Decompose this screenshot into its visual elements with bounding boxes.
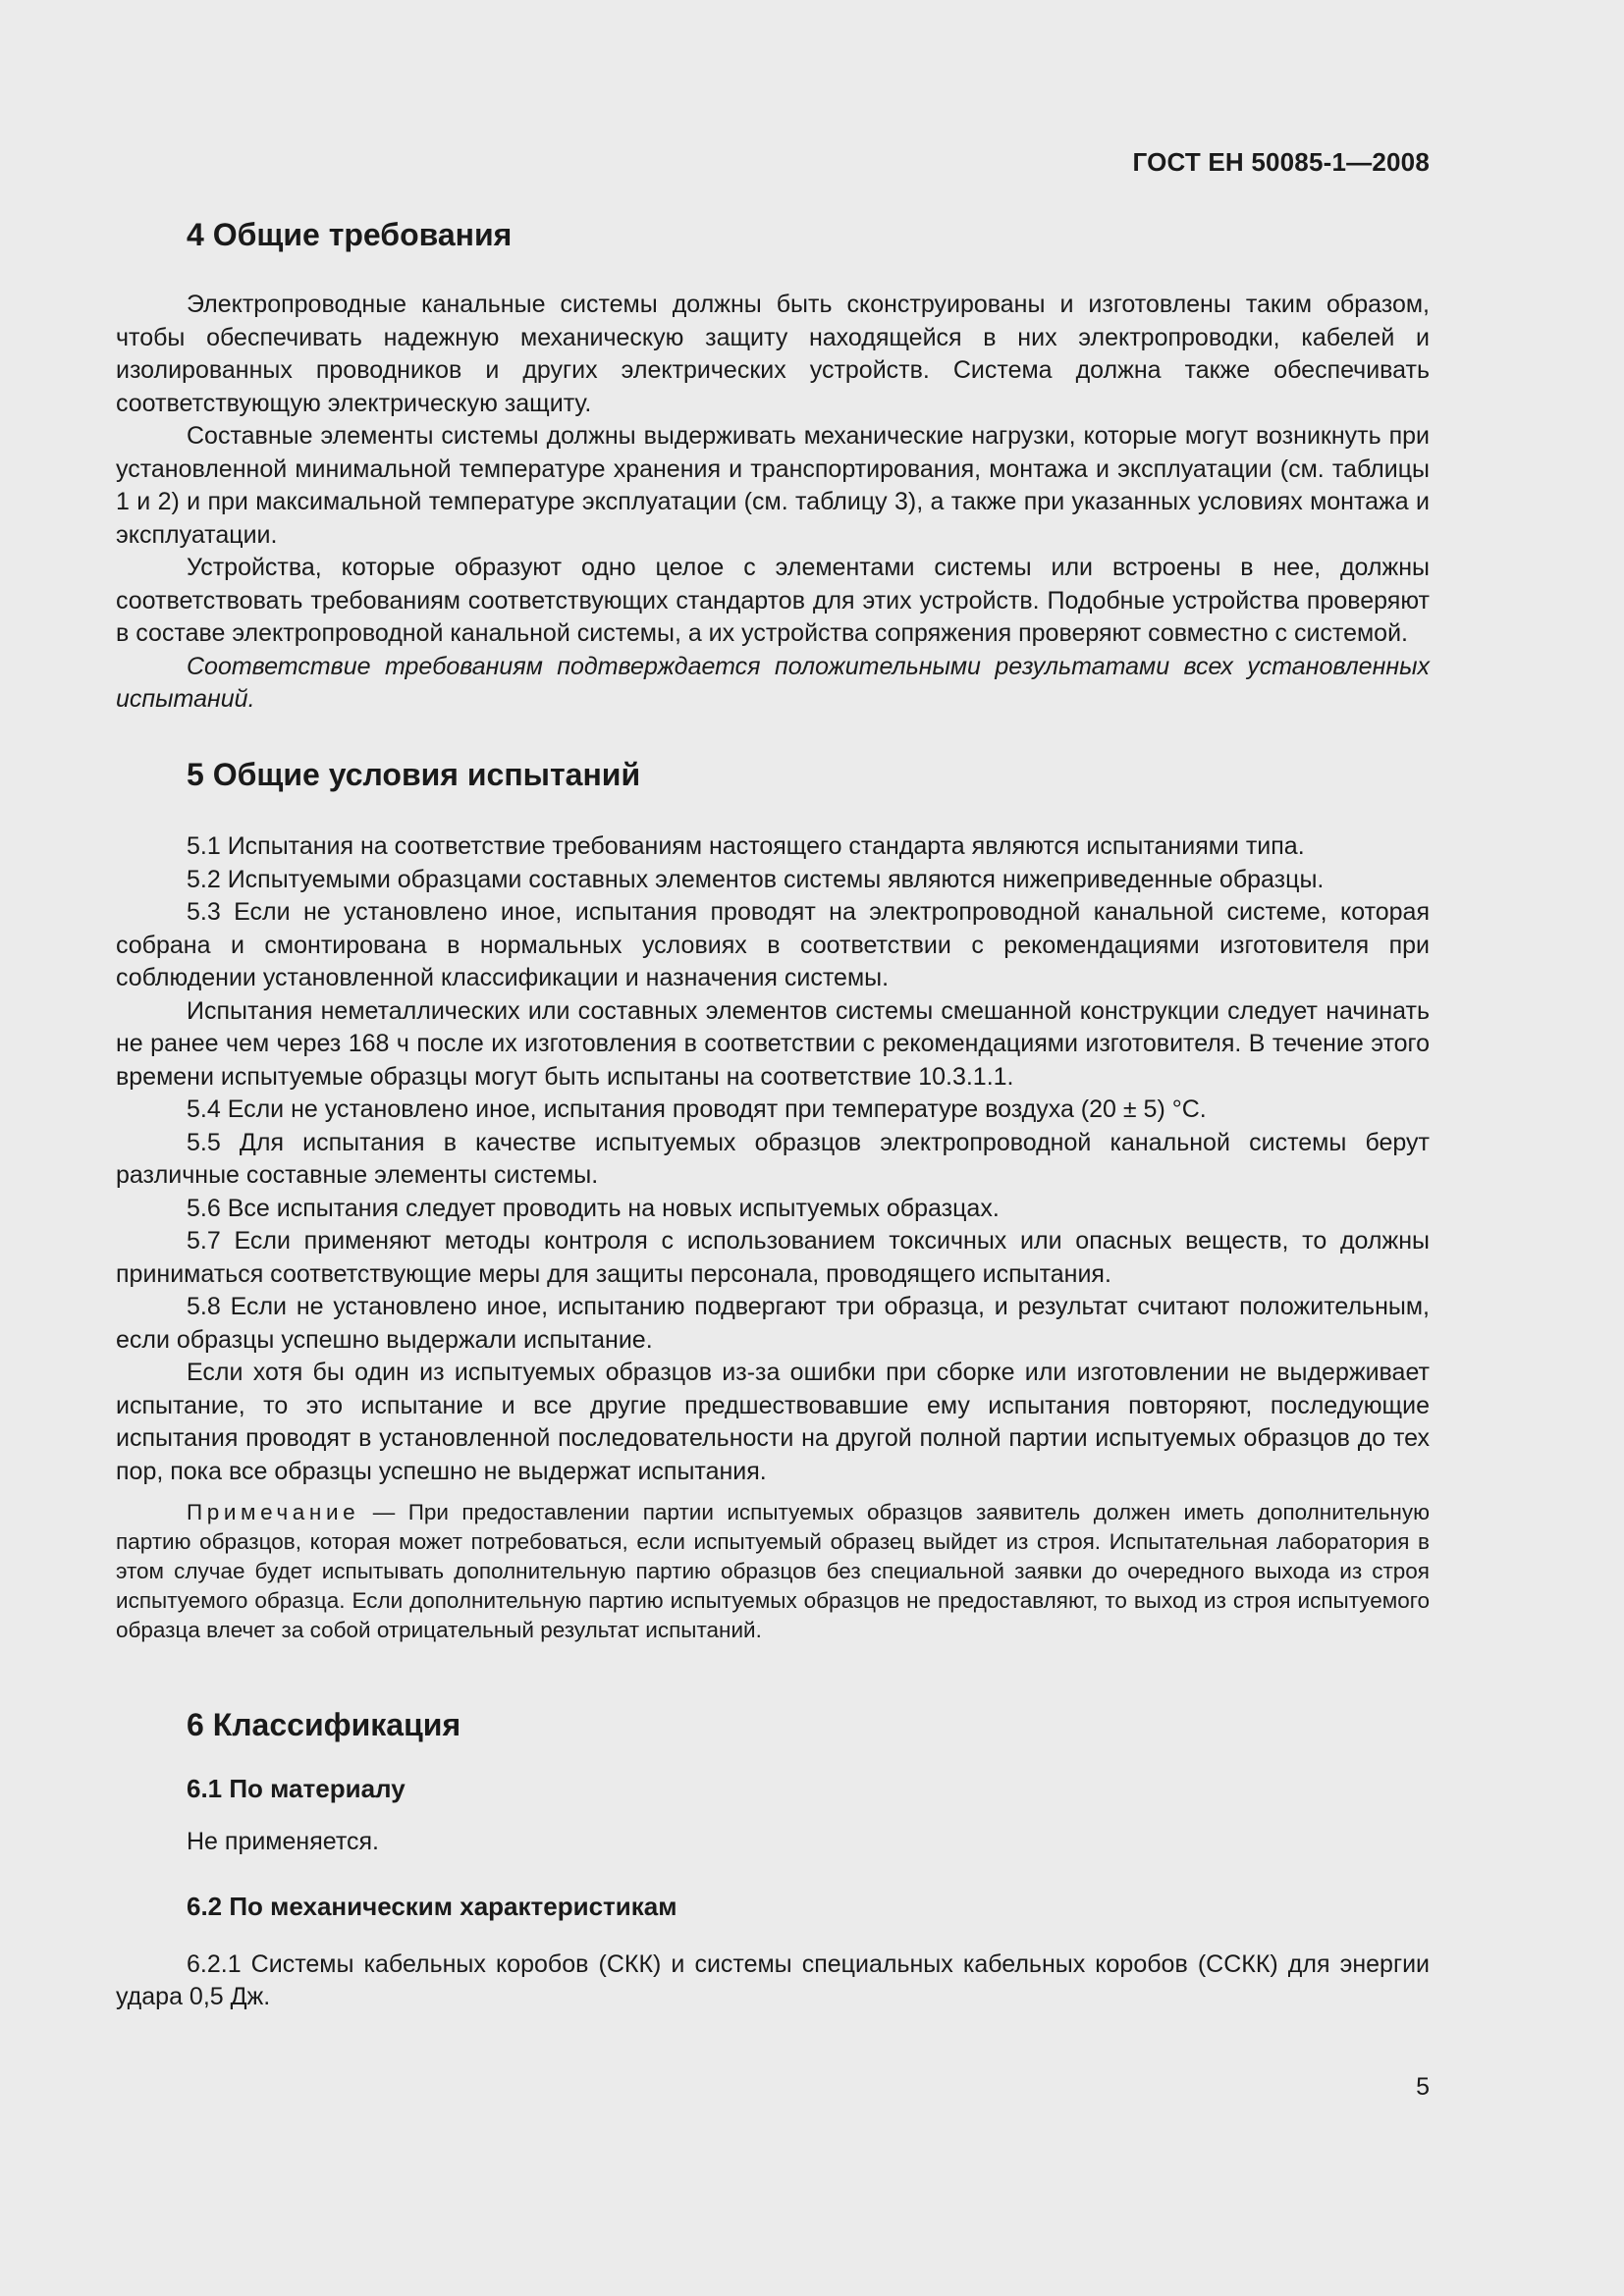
subsection-6-1-text: Не применяется. <box>187 1827 379 1855</box>
clause-5-8: 5.8 Если не установлено иное, испытанию подвергают три образца, и результат считают положительным, если образцы успешно выдержали испытание. <box>116 1293 1430 1354</box>
clause-5-6: 5.6 Все испытания следует проводить на новых испытуемых образцах. <box>187 1194 1000 1222</box>
clause-5-5: 5.5 Для испытания в качестве испытуемых образцов электропроводной канальной системы берут различные составные элементы системы. <box>116 1128 1430 1190</box>
clause-5-4: 5.4 Если не установлено иное, испытания проводят при температуре воздуха (20 ± 5) °C. <box>187 1095 1207 1124</box>
section-4-title: 4 Общие требования <box>187 217 513 252</box>
note <box>116 1498 1430 1645</box>
subsection-6-2-title: 6.2 По механическим характеристикам <box>187 1892 677 1922</box>
section-4-paragraph-1: Электропроводные канальные системы должны быть сконструированы и изготовлены таким образом, чтобы обеспечивать надежную механическую защиту находящейся в них электропроводки, кабелей и изолированных проводников и других электрических устройств. Система должна также обеспечивать соответствующую электрическую защиту. <box>116 291 1430 417</box>
clause-5-3-continued: Испытания неметаллических или составных элементов системы смешанной конструкции следует начинать не ранее чем через 168 ч после их изготовления в соответствии с рекомендациями изготовителя. В течение этого времени испытуемые образцы могут быть испытаны на соответствие 10.3.1.1. <box>116 996 1430 1091</box>
section-5-title: 5 Общие условия испытаний <box>187 756 641 792</box>
note-label: Примечание <box>187 1500 360 1525</box>
section-4-paragraph-3: Устройства, которые образуют одно целое с элементами системы или встроены в нее, должны соответствовать требованиям соответствующих стандартов для этих устройств. Подобные устройства проверяют в составе электропроводной канальной системы, а их устройства сопряжения проверяют совместно с системой. <box>116 554 1430 648</box>
section-4-paragraph-2: Составные элементы системы должны выдерживать механические нагрузки, которые могут возникнуть при установленной минимальной температуре хранения и транспортирования, монтажа и эксплуатации (см. таблицы 1 и 2) и при максимальной температуре эксплуатации (см. таблицу 3), а также при указанных условиях монтажа и эксплуатации. <box>116 422 1430 549</box>
note-text: — При предоставлении партии испытуемых образцов заявитель должен иметь дополнительную партию образцов, которая может потребоваться, если испытуемый образец выйдет из строя. Испытательная лаборатория в этом случае будет испытывать дополнительную партию образцов без специальной заявки до очередного выхода из строя испытуемого образца. Если дополнительную партию испытуемых образцов не предоставляют, то выход из строя испытуемого образца влечет за собой отрицательный результат испытаний. <box>116 1500 1430 1643</box>
subsection-6-1-title: 6.1 По материалу <box>187 1773 406 1803</box>
clause-5-3: 5.3 Если не установлено иное, испытания проводят на электропроводной канальной системе, которая собрана и смонтирована в нормальных условиях в соответствии с рекомендациями изготовителя при соблюдении установленной классификации и назначения системы. <box>116 898 1430 992</box>
document-code: ГОСТ ЕН 50085-1—2008 <box>1132 147 1430 177</box>
clause-6-2-1: 6.2.1 Системы кабельных коробов (СКК) и системы специальных кабельных коробов (ССКК) для энергии удара 0,5 Дж. <box>116 1949 1430 2011</box>
clause-5-8-continued: Если хотя бы один из испытуемых образцов из-за ошибки при сборке или изготовлении не выдерживает испытание, то это испытание и все другие предшествовавшие ему испытания повторяют, последующие испытания проводят в установленной последовательности на другой полной партии испытуемых образцов до тех пор, пока все образцы успешно не выдержат испытания. <box>116 1359 1430 1485</box>
page-body <box>116 216 1430 2014</box>
section-4-paragraph-4: Соответствие требованиям подтверждается положительными результатами всех установленных испытаний. <box>116 652 1430 714</box>
clause-5-7: 5.7 Если применяют методы контроля с использованием токсичных или опасных веществ, то должны приниматься соответствующие меры для защиты персонала, проводящего испытания. <box>116 1227 1430 1288</box>
clause-5-1: 5.1 Испытания на соответствие требованиям настоящего стандарта являются испытаниями типа. <box>187 832 1305 861</box>
page-number: 5 <box>1416 2073 1430 2101</box>
section-6-title: 6 Классификация <box>187 1707 461 1743</box>
clause-5-2: 5.2 Испытуемыми образцами составных элементов системы являются нижеприведенные образцы. <box>187 865 1325 893</box>
